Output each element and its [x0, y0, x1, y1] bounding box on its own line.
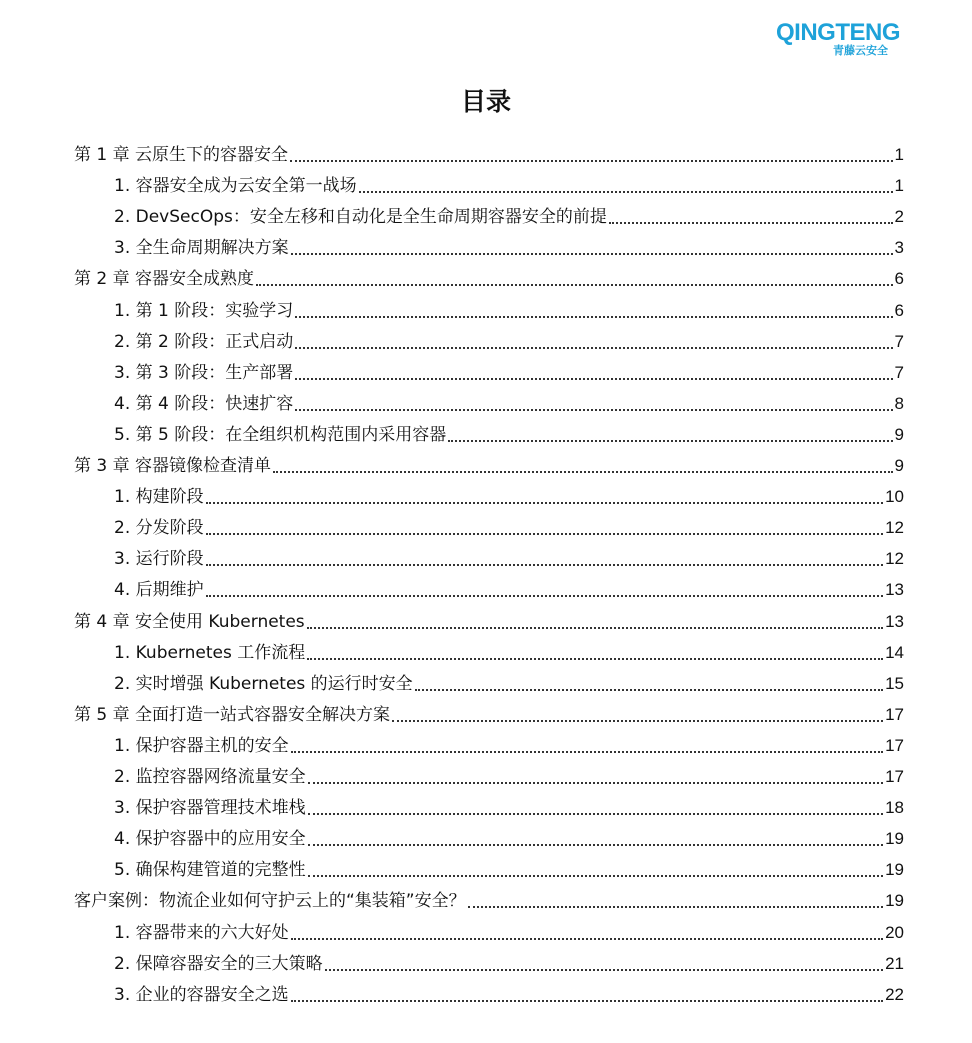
toc-leader-dots: [325, 969, 883, 971]
toc-entry-page: 7: [894, 331, 904, 351]
toc-leader-dots: [295, 378, 892, 380]
toc-leader-dots: [308, 813, 883, 815]
toc-entry-page: 7: [894, 362, 904, 382]
toc-entry-label: 2. 监控容器网络流量安全: [114, 767, 306, 787]
toc-entry-page: 15: [885, 673, 904, 693]
toc-leader-dots: [307, 658, 883, 660]
toc-leader-dots: [415, 689, 883, 691]
toc-entry-label: 3. 保护容器管理技术堆栈: [114, 798, 306, 819]
toc-entry-page: 17: [885, 704, 904, 724]
toc-entry-label: 4. 后期维护: [114, 580, 204, 601]
toc-entry-label: 1. 第 1 阶段：实验学习: [114, 300, 294, 321]
toc-leader-dots: [291, 253, 893, 255]
toc-leader-dots: [468, 906, 883, 908]
toc-entry[interactable]: [114, 791, 904, 819]
toc-entry-label: 5. 第 5 阶段：在全组织机构范围内采用容器: [114, 424, 447, 445]
toc-entry[interactable]: [74, 698, 904, 726]
toc-entry-label: 1. 保护容器主机的安全: [114, 735, 289, 756]
toc-entry-label: 第 1 章 云原生下的容器安全: [74, 145, 289, 165]
page-title: 目录: [460, 87, 511, 116]
toc-leader-dots: [307, 627, 883, 629]
toc-entry[interactable]: [114, 947, 904, 975]
toc-entry-label: 5. 确保构建管道的完整性: [114, 860, 306, 881]
toc-leader-dots: [392, 720, 883, 722]
toc-entry[interactable]: [114, 573, 904, 601]
toc-entry-label: 第 3 章 容器镜像检查清单: [74, 456, 272, 476]
toc-entry[interactable]: [74, 605, 904, 633]
toc-entry[interactable]: [74, 884, 904, 912]
toc-entry-label: 4. 保护容器中的应用安全: [114, 829, 306, 850]
toc-entry-page: 8: [894, 393, 904, 413]
toc-entry-page: 22: [885, 984, 904, 1004]
toc-entry-label: 2. DevSecOps：安全左移和自动化是全生命周期容器安全的前提: [114, 207, 607, 228]
toc-entry-page: 13: [885, 580, 904, 600]
toc-entry-page: 2: [894, 207, 904, 227]
toc-leader-dots: [291, 1000, 883, 1002]
toc-entry-label: 第 5 章 全面打造一站式容器安全解决方案: [74, 704, 391, 725]
toc-leader-dots: [291, 938, 883, 940]
toc-entry-label: 第 2 章 容器安全成熟度: [74, 269, 255, 290]
toc-entry-label: 第 4 章 安全使用 Kubernetes: [74, 611, 305, 632]
toc-leader-dots: [609, 222, 893, 224]
toc-entry-label: 4. 第 4 阶段：快速扩容: [114, 393, 294, 414]
toc-entry-label: 1. 构建阶段: [114, 487, 204, 508]
toc-entry-label: 3. 企业的容器安全之选: [114, 984, 289, 1005]
toc-leader-dots: [308, 844, 883, 846]
toc-leader-dots: [290, 160, 893, 162]
toc-entry-page: 6: [894, 269, 904, 289]
toc-leader-dots: [308, 782, 883, 784]
toc-entry-label: 2. 实时增强 Kubernetes 的运行时安全: [114, 673, 413, 694]
toc-entry[interactable]: [74, 449, 904, 477]
toc-entry[interactable]: [74, 262, 904, 290]
toc-leader-dots: [291, 751, 883, 753]
toc-leader-dots: [273, 471, 893, 473]
toc-entry-page: 9: [894, 424, 904, 444]
toc-entry[interactable]: [114, 200, 904, 228]
toc-entry-page: 3: [894, 238, 904, 258]
toc-entry[interactable]: [114, 480, 904, 508]
toc-leader-dots: [206, 595, 883, 597]
toc-leader-dots: [295, 409, 892, 411]
toc-leader-dots: [448, 440, 892, 442]
toc-entry-label: 2. 保障容器安全的三大策略: [114, 953, 323, 974]
toc-entry-page: 19: [885, 891, 904, 911]
toc-entry-label: 3. 全生命周期解决方案: [114, 238, 289, 259]
toc-entry[interactable]: [114, 169, 904, 197]
toc-entry-page: 12: [885, 549, 904, 569]
logo-subtitle: 青藤云安全: [833, 44, 888, 57]
toc-entry[interactable]: [114, 418, 904, 446]
toc-entry[interactable]: [114, 853, 904, 881]
toc-entry-page: 6: [894, 300, 904, 320]
toc-entry-page: 1: [894, 176, 904, 196]
toc-entry[interactable]: [114, 729, 904, 757]
logo: [776, 19, 901, 62]
toc-entry[interactable]: [114, 325, 904, 353]
toc-entry-label: 3. 第 3 阶段：生产部署: [114, 362, 294, 383]
toc-entry[interactable]: [114, 542, 904, 570]
toc-entry-page: 20: [885, 922, 904, 942]
toc-entry-page: 19: [885, 860, 904, 880]
toc-entry-page: 9: [894, 456, 904, 475]
toc-entry-label: 1. 容器安全成为云安全第一战场: [114, 176, 357, 197]
toc-entry[interactable]: [114, 916, 904, 944]
toc-entry-page: 13: [885, 611, 904, 631]
toc-entry[interactable]: [114, 667, 904, 695]
toc-entry-page: 1: [894, 145, 904, 164]
toc-entry[interactable]: [114, 387, 904, 415]
toc-entry-page: 17: [885, 735, 904, 755]
toc-leader-dots: [359, 191, 893, 193]
toc-entry-page: 21: [885, 953, 904, 973]
toc-entry-label: 1. Kubernetes 工作流程: [114, 642, 306, 663]
toc-entry[interactable]: [114, 511, 904, 539]
toc-entry-label: 2. 第 2 阶段：正式启动: [114, 331, 294, 352]
toc-entry-label: 2. 分发阶段: [114, 518, 204, 539]
toc-leader-dots: [256, 284, 893, 286]
toc-leader-dots: [206, 502, 883, 504]
toc-entry-page: 14: [885, 642, 904, 662]
toc-entry[interactable]: [114, 636, 904, 664]
toc-entry-page: 17: [885, 767, 904, 786]
toc-entry-label: 客户案例：物流企业如何守护云上的“集装箱”安全？: [74, 891, 466, 912]
toc-entry[interactable]: [74, 138, 904, 166]
logo-name: QINGTENG: [776, 19, 901, 46]
toc-entry-page: 12: [885, 518, 904, 538]
toc-entry[interactable]: [114, 294, 904, 322]
toc-entry[interactable]: [114, 356, 904, 384]
toc-leader-dots: [206, 533, 883, 535]
toc-entry-page: 10: [885, 487, 904, 507]
toc-entry[interactable]: [114, 978, 904, 1006]
toc-leader-dots: [295, 316, 892, 318]
toc-leader-dots: [295, 347, 892, 349]
toc-entry-page: 19: [885, 829, 904, 849]
toc-leader-dots: [308, 875, 883, 877]
toc-leader-dots: [206, 564, 883, 566]
toc-entry-label: 1. 容器带来的六大好处: [114, 922, 289, 943]
toc-entry[interactable]: [114, 231, 904, 259]
toc-entry[interactable]: [114, 822, 904, 850]
toc-entry-label: 3. 运行阶段: [114, 549, 204, 570]
toc-entry[interactable]: [114, 760, 904, 788]
toc-entry-page: 18: [885, 798, 904, 818]
